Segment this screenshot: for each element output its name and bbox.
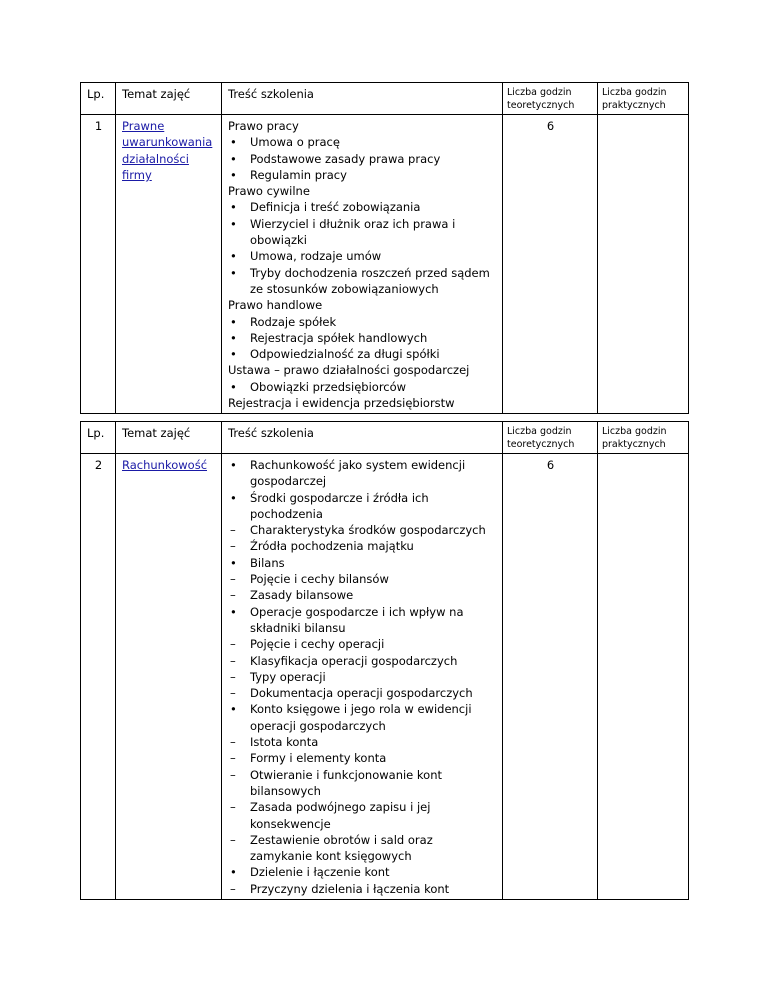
- list-item-text: Rachunkowość jako system ewidencji gospodarczej: [250, 458, 466, 489]
- header-lp: Lp.: [81, 83, 116, 115]
- list-item-text: Wierzyciel i dłużnik oraz ich prawa i obowiązki: [250, 216, 456, 248]
- bullet-list-item: [228, 379, 497, 395]
- list-item-text: Zasada podwójnego zapisu i jej konsekwencje: [250, 800, 431, 831]
- list-item-text: Operacje gospodarcze i ich wpływ na składniki bilansu: [250, 604, 464, 635]
- dash-marker-icon: –: [230, 637, 236, 652]
- dash-marker-icon: –: [230, 735, 236, 750]
- bullet-marker-icon: •: [230, 865, 237, 880]
- list-item-text: Klasyfikacja operacji gospodarczych: [250, 653, 458, 668]
- bullet-list-item: [228, 248, 497, 264]
- dash-list-item: [228, 538, 497, 554]
- header-theory-hours: Liczba godzin teoretycznych: [503, 83, 598, 115]
- list-item-text: Pojęcie i cechy bilansów: [250, 572, 389, 587]
- dash-list-item: [228, 685, 497, 701]
- list-item-text: Dzielenie i łączenie kont: [250, 865, 390, 880]
- list-item-text: Definicja i treść zobowiązania: [250, 200, 421, 215]
- table-header-row: [81, 83, 689, 115]
- bullet-list-item: [228, 314, 497, 330]
- bullet-marker-icon: •: [230, 265, 237, 280]
- dash-marker-icon: –: [230, 881, 236, 896]
- bullet-marker-icon: •: [230, 135, 237, 150]
- dash-marker-icon: –: [230, 523, 236, 538]
- bullet-list-item: [228, 701, 497, 734]
- bullet-list-item: [228, 151, 497, 167]
- bullet-marker-icon: •: [230, 200, 237, 215]
- bullet-list-item: [228, 864, 497, 880]
- list-item-text: Typy operacji: [250, 669, 326, 684]
- list-item-text: Regulamin pracy: [250, 167, 347, 182]
- bullet-marker-icon: •: [230, 458, 237, 472]
- header-practice-hours: Liczba godzin praktycznych: [598, 83, 689, 115]
- practice-hours-value: [598, 115, 689, 414]
- dash-list-item: [228, 587, 497, 603]
- dash-marker-icon: –: [230, 832, 236, 847]
- bullet-list-item: [228, 199, 497, 215]
- dash-list-item: [228, 767, 497, 800]
- header-topic: Temat zajęć: [116, 422, 222, 454]
- bullet-list-item: [228, 216, 497, 249]
- dash-marker-icon: –: [230, 572, 236, 587]
- bullet-marker-icon: •: [230, 216, 237, 231]
- table-header-row: [81, 422, 689, 454]
- content-heading: Ustawa – prawo działalności gospodarczej: [228, 363, 470, 378]
- bullet-marker-icon: •: [230, 167, 237, 182]
- dash-list-item: [228, 750, 497, 766]
- list-item-text: Obowiązki przedsiębiorców: [250, 379, 407, 394]
- dash-marker-icon: –: [230, 751, 236, 766]
- list-item-text: Rodzaje spółek: [250, 314, 337, 329]
- bullet-marker-icon: •: [230, 314, 237, 329]
- dash-list-item: [228, 799, 497, 832]
- list-item-text: Zestawienie obrotów i sald oraz zamykanie kont księgowych: [250, 832, 433, 864]
- dash-marker-icon: –: [230, 800, 236, 815]
- list-item-text: Źródła pochodzenia majątku: [250, 539, 414, 554]
- dash-list-item: [228, 571, 497, 587]
- content-heading: Prawo handlowe: [228, 298, 323, 313]
- header-theory-hours: Liczba godzin teoretycznych: [503, 422, 598, 454]
- bullet-marker-icon: •: [230, 330, 237, 345]
- bullet-marker-icon: •: [230, 702, 237, 717]
- bullet-list-item: [228, 490, 497, 523]
- dash-marker-icon: –: [230, 686, 236, 701]
- list-item-text: Charakterystyka środków gospodarczych: [250, 523, 486, 538]
- dash-list-item: [228, 734, 497, 750]
- list-item-text: Środki gospodarcze i źródła ich pochodzenia: [250, 490, 429, 521]
- theory-hours-value: 6: [503, 115, 598, 414]
- list-item-text: Otwieranie i funkcjonowanie kont bilansowych: [250, 767, 442, 798]
- dash-list-item: [228, 522, 497, 538]
- practice-hours-value: [598, 454, 689, 900]
- bullet-marker-icon: •: [230, 490, 237, 505]
- content-cell: [222, 454, 503, 900]
- list-item-text: Istota konta: [250, 735, 319, 750]
- list-item-text: Zasady bilansowe: [250, 588, 354, 603]
- dash-marker-icon: –: [230, 669, 236, 684]
- dash-marker-icon: –: [230, 539, 236, 554]
- bullet-list-item: [228, 555, 497, 571]
- dash-marker-icon: –: [230, 653, 236, 668]
- topic-cell: [116, 115, 222, 414]
- dash-list-item: [228, 669, 497, 685]
- topic-cell: [116, 454, 222, 900]
- bullet-marker-icon: •: [230, 347, 237, 362]
- row-number: 2: [81, 454, 116, 900]
- header-lp: Lp.: [81, 422, 116, 454]
- content-heading: Prawo cywilne: [228, 184, 310, 199]
- theory-hours-value: 6: [503, 454, 598, 900]
- topic-link[interactable]: Prawne uwarunkowania działalności firmy: [122, 119, 213, 182]
- bullet-list-item: [228, 346, 497, 362]
- bullet-marker-icon: •: [230, 555, 237, 570]
- list-item-text: Formy i elementy konta: [250, 751, 387, 766]
- bullet-marker-icon: •: [230, 379, 237, 394]
- bullet-list-item: [228, 330, 497, 346]
- syllabus-table-1: [80, 82, 689, 414]
- syllabus-table-2: [80, 421, 689, 900]
- bullet-list-item: [228, 265, 497, 298]
- bullet-marker-icon: •: [230, 604, 237, 619]
- bullet-marker-icon: •: [230, 151, 237, 166]
- list-item-text: Podstawowe zasady prawa pracy: [250, 151, 441, 166]
- header-content: Treść szkolenia: [222, 83, 503, 115]
- list-item-text: Pojęcie i cechy operacji: [250, 637, 385, 652]
- dash-list-item: [228, 636, 497, 652]
- header-practice-hours: Liczba godzin praktycznych: [598, 422, 689, 454]
- bullet-list-item: [228, 457, 497, 490]
- list-item-text: Umowa, rodzaje umów: [250, 249, 382, 264]
- header-content: Treść szkolenia: [222, 422, 503, 454]
- list-item-text: Dokumentacja operacji gospodarczych: [250, 686, 473, 701]
- list-item-text: Tryby dochodzenia roszczeń przed sądem ze stosunków zobowiązaniowych: [250, 265, 490, 296]
- content-heading: Prawo pracy: [228, 119, 299, 133]
- bullet-list-item: [228, 134, 497, 150]
- bullet-list-item: [228, 604, 497, 637]
- list-item-text: Przyczyny dzielenia i łączenia kont: [250, 881, 450, 896]
- dash-marker-icon: –: [230, 767, 236, 782]
- bullet-marker-icon: •: [230, 249, 237, 264]
- list-item-text: Umowa o pracę: [250, 135, 340, 150]
- dash-marker-icon: –: [230, 588, 236, 603]
- header-topic: Temat zajęć: [116, 83, 222, 115]
- table-row: [81, 115, 689, 414]
- list-item-text: Bilans: [250, 555, 285, 570]
- dash-list-item: [228, 881, 497, 897]
- bullet-list-item: [228, 167, 497, 183]
- list-item-text: Rejestracja spółek handlowych: [250, 330, 428, 345]
- content-cell: [222, 115, 503, 414]
- table-row: [81, 454, 689, 900]
- topic-link[interactable]: Rachunkowość: [122, 458, 208, 472]
- content-heading: Rejestracja i ewidencja przedsiębiorstw: [228, 396, 455, 411]
- list-item-text: Konto księgowe i jego rola w ewidencji operacji gospodarczych: [250, 702, 472, 733]
- row-number: 1: [81, 115, 116, 414]
- dash-list-item: [228, 832, 497, 865]
- list-item-text: Odpowiedzialność za długi spółki: [250, 347, 440, 362]
- dash-list-item: [228, 653, 497, 669]
